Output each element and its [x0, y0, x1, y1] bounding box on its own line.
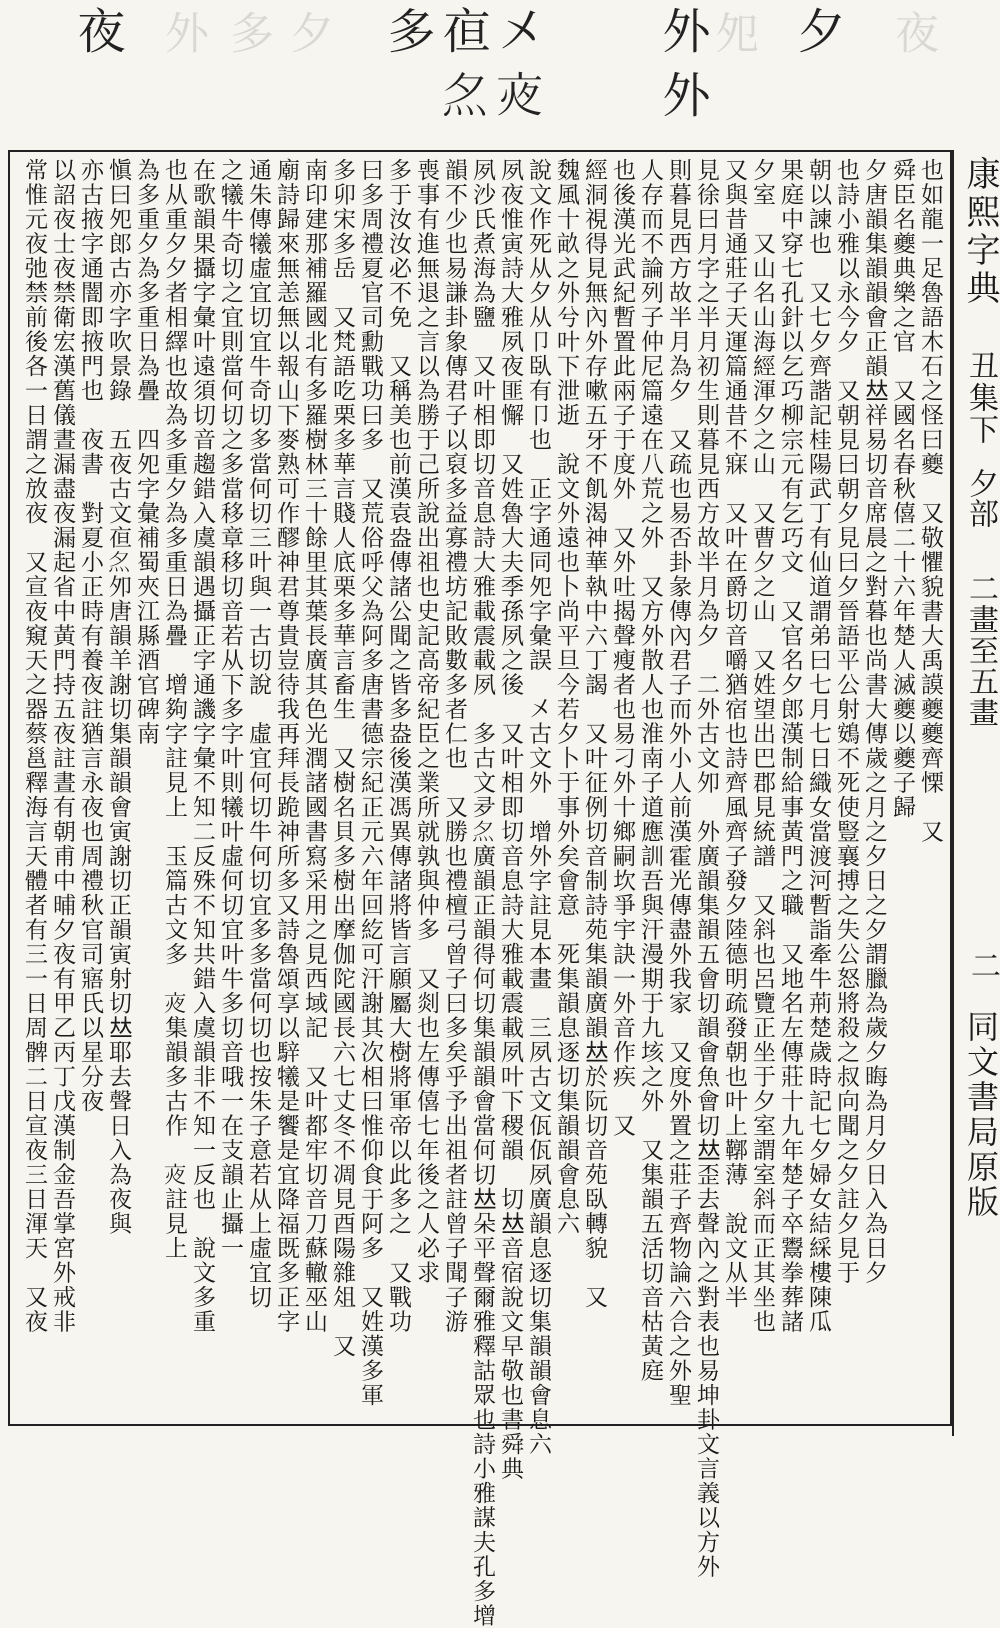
headword: 𡖍: [489, 70, 545, 120]
headword: 𡖋: [434, 70, 490, 120]
text-column: 經洞視得見無內外存嗽五牙不飢渴神華執中六丁謁 又叶征例切音制詩苑集韻廣韻𠀤於阮切音苑臥轉貌 又: [581, 158, 607, 1310]
bleedthrough-glyph: 夗: [707, 10, 758, 54]
text-column: 則暮見西方故半月為夕 又疏也易否卦彖傳內君子而外小人前漢霍光傳盡外我家 又度外置之莊子齊物論六合之外聖: [665, 158, 691, 1408]
headword: 外: [654, 6, 710, 56]
text-column: 亦古掖字通闇即掖門也 夜書 對夏小正時有養夜註猶言永夜也周禮秋官司寤氏以星分夜: [77, 158, 103, 1114]
running-margin: [952, 150, 1000, 1436]
bleedthrough-glyph: 夜: [887, 10, 938, 54]
text-column: 南印建那補羅國北有多羅樹林三十餘里其葉長廣其色光潤諸國書寫采用之見西域記 又叶都牢切音刀蘇轍巫山: [301, 158, 327, 1334]
text-columns: [20, 158, 944, 1628]
headword: 㐅: [489, 6, 545, 56]
text-column: 魏風十畝之外兮叶下泄逝 說文外遠也卜尚平旦今若夕卜于事外矣會意 死集韻息逐切集韻韻會息六: [553, 158, 579, 1236]
text-column: 夙夜惟寅詩大雅夙夜匪懈 又姓魯大夫季孫夙之後 又叶相即切音息詩大雅載震載夙叶下稷韻 切𠀤音宿說文早敬也書舜典: [497, 158, 523, 1481]
bleedthrough-glyph: 夕: [282, 10, 333, 54]
text-column: 多卯宋多岳 又梵語吃栗多華言賤人底栗多華言畜生 又樹名貝多樹出摩伽陀國長六七丈冬不凋見酉陽雜俎 又: [329, 158, 355, 1359]
headword: 夕: [789, 6, 845, 56]
text-column: 夕室 又山名山海經渾夕之山 又曹夕之山 又姓望出巴郡見統譜 又斜也呂覽正坐于夕室謂室斜而正其坐也: [749, 158, 775, 1334]
text-column: 愼曰夗郎古亦字吹景錄 五夜古文亱𡖋夘唐韻羊謝切集韻韻會寅謝切正韻寅射切𠀤耶去聲日入為夜與: [105, 158, 131, 1236]
text-column: 朝以諫也 又七夕齊諧記桂陽武丁有仙道謂弟曰七月七日織女當渡河暫詣牽牛荊楚歲時記七夕婦女結綵樓陳瓜: [805, 158, 831, 1334]
headword: 夜: [69, 6, 125, 56]
text-column: 也从重夕夕者相繹也故為多重夕為多重日為疊 增夠字註見上 玉篇古文多 𡖍集韻多古作 𡖍註見上: [161, 158, 187, 1261]
headword: 多: [379, 6, 435, 56]
text-column: 見徐曰月字之半月初生則暮見西方故半月為夕 二外古文夘 外廣韻集韻五會切韻會魚會切𠀤歪去聲內之對表也易坤卦文言義以方外: [693, 158, 719, 1579]
text-column: 果庭中穿七孔針以乞巧柳宗元有乞巧文 又官名夕郎漢制給事黃門之職 又地名左傳莊十九年楚子卒鬻拳葬諸: [777, 158, 803, 1334]
text-column: 也後漢光武紀暫置此兩子于度外 又外吐揭聲瘦者也易刁外十鄉嗣坎爭宇訣一外音作疾 又: [609, 158, 635, 1138]
text-column: 夕唐韻集韻韻會正韻𠀤祥易切音席晨之對暮也尚書大傳歲之月之夕日之夕謂臘為歲夕晦為月夕日入為日夕: [861, 158, 887, 1285]
text-column: 曰多周禮夏官司勳戰功曰多 又荒俗呼父為阿多唐書德宗紀正元六年回紇可汗謝其次相曰惟仰食于阿多 又姓漢多軍: [357, 158, 383, 1408]
headword: 外: [654, 70, 710, 120]
section-label: 夕部: [963, 468, 998, 528]
book-title: 康熙字典: [960, 156, 1000, 308]
stroke-range: 二畫至五畫: [963, 573, 998, 728]
text-column: 又與昔通莊子天運篇通昔不寐 又叶在爵切音嚼猶宿也詩齊風齊子發夕陸德明疏發朝也叶上鞹薄 說文从半: [721, 158, 747, 1310]
page-number: 二: [965, 950, 1000, 980]
text-column: 之犧牛奇切之宜則當何切之多當移章移切音若从下多字叶則犧叶虛何切宜叶牛多切音哦一在支韻止攝一: [217, 158, 243, 1261]
text-column: 舜臣名夔典樂之官 又國名春秋僖二十六年楚人滅夔以夔子歸: [889, 158, 915, 820]
text-column: 也詩小雅以永今夕 又朝見曰朝夕見曰夕晉語平公射鴳不死使豎襄搏之失公怒將殺之叔向聞之夕註夕見于: [833, 158, 859, 1285]
volume-label: 丑集下: [963, 350, 998, 446]
text-column: 常惟元夜弛禁前後各一日謂之放夜 又宣夜窺天之器蔡邕釋海言天體者有三一日周髀二日宣夜三日渾天 又夜: [21, 158, 47, 1334]
text-column: 通朱傳犧虛宜切宜牛奇切多當何切三叶與一古切說 虛宜何切牛何切宜多多當何切也按朱子意若从上虛宜切: [245, 158, 271, 1310]
headword-strip: [0, 0, 1000, 150]
bleedthrough-glyph: 多: [222, 10, 273, 54]
text-column: 多于汝汝必不免 又稱美也前漢袁盎傳諸公聞之皆多盎後漢馮異傳諸將皆言願屬大樹將軍帝以此多之 又戰功: [385, 158, 411, 1334]
text-column: 韻不少也易謙卦象傳君子以裒多益寡禮坊記敗數多者仁也 又勝也禮檀弓曾子曰多矣乎予出祖者註曾子聞子游: [441, 158, 467, 1334]
text-column: 廟詩歸來無恙無以報山下麥熟可作醪神君尊貴豈待我再拜長跪神所多又詩魯頌享以騂犧是饗是宜降福既多正字: [273, 158, 299, 1334]
text-frame: [8, 150, 952, 1628]
text-column: 人存而不論列子仲尼篇遠在八荒之外 又方外散人也淮南子道應訓吾與汗漫期于九垓之外 又集韻五活切音枯黃庭: [637, 158, 663, 1383]
text-column: 以詔夜士夜禁衛宏漢舊儀晝漏盡夜漏起省中黃門持五夜註晝有朝甫中晡夕夜有甲乙丙丁戊漢制金吾掌宮外戒非: [49, 158, 75, 1334]
text-column: 喪事有進無退之言以為勝于己所說出祖也史記高帝紀臣之業所就孰與仲多 又剡也左傳僖七年後之人必求: [413, 158, 439, 1285]
publisher: 同文書局原版: [962, 1010, 1000, 1220]
text-column: 也如龍一足魯語木石之怪曰夔 又敬懼貌書大禹謨夔夔齊慄 又: [917, 158, 943, 844]
text-column: 說文作死从夕从卩臥有卩也 正字通同夗字彙誤 㐅古文外 增外字註見本畫 三夙古文佤佤夙廣韻息逐切集韻韻會息六: [525, 158, 551, 1457]
text-column: 為多重夕為多重日為疊 四夗字彙補蜀夾江縣酒官碑南: [133, 158, 159, 746]
headword: 亱: [434, 6, 490, 56]
text-column: 夙沙氏煮海為鹽 又叶相即切音息詩大雅載震載夙 多古文夛𡖋廣韻正韻得何切集韻韻會當何切𠀤朵平聲爾雅釋詁眾也詩小雅謀夫孔多增: [469, 158, 495, 1628]
bleedthrough-glyph: 外: [157, 10, 208, 54]
text-column: 在歌韻果攝字彙叶遠須切音趨錯入虞韻遇攝正字通譏字彙不知二反殊不知共錯入虞韻非不知一反也 說文多重: [189, 158, 215, 1334]
